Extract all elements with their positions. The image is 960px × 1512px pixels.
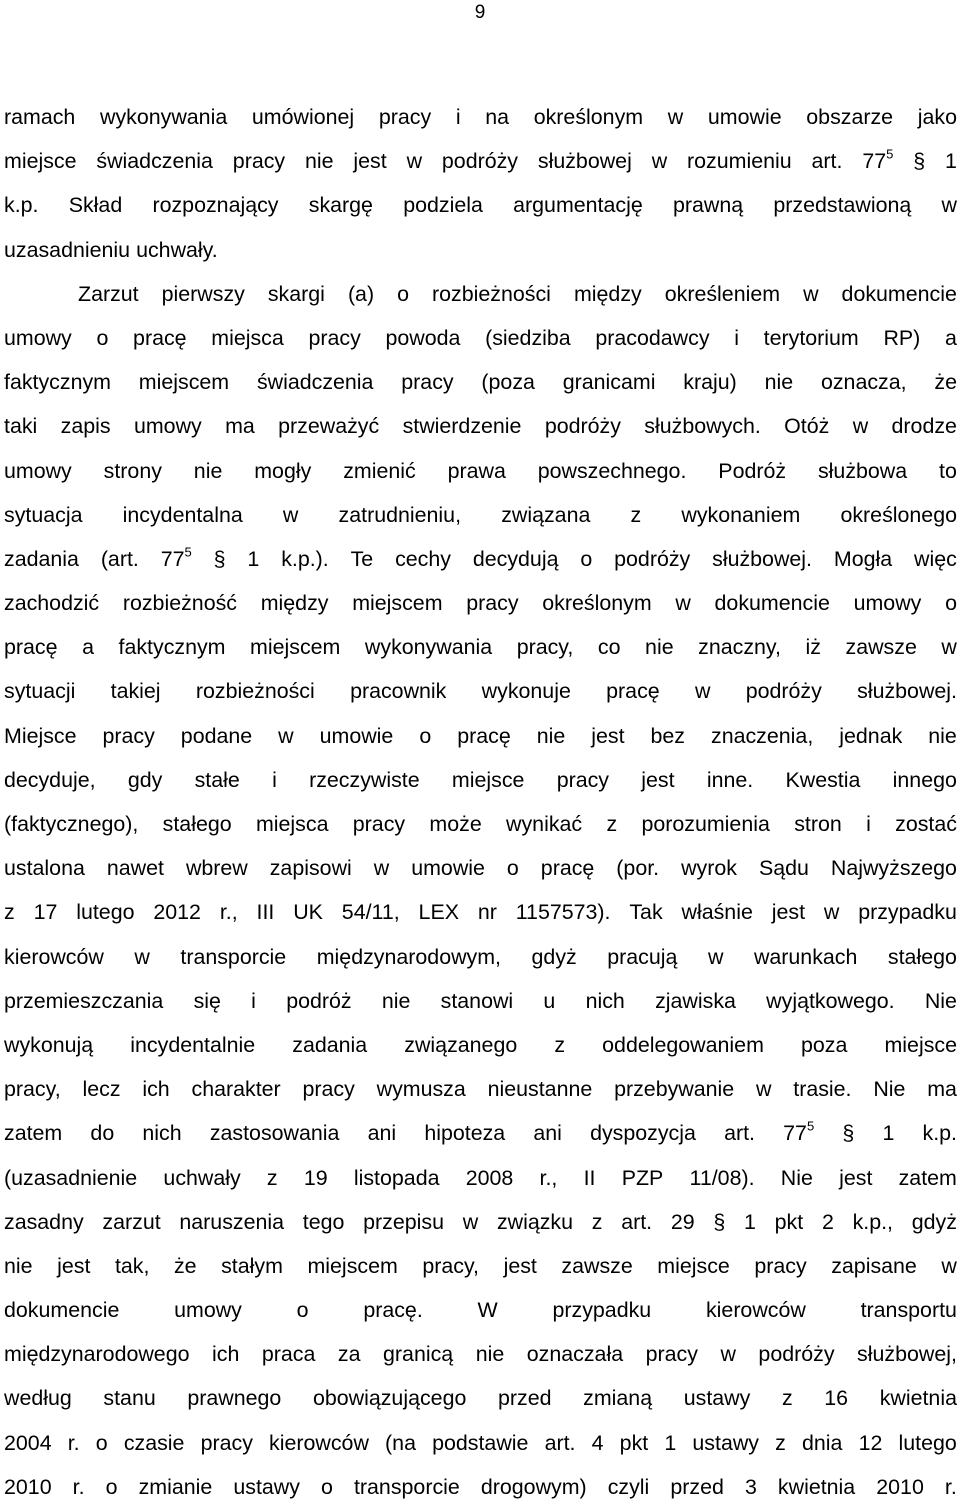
text-line: umowy o pracę miejsca pracy powoda (siedziba pracodawcy i terytorium RP) a [4,325,957,350]
text-line: pracy, lecz ich charakter pracy wymusza nieustanne przebywanie w trasie. Nie ma [4,1077,957,1102]
text-line: (uzasadnienie uchwały z 19 listopada 2008 r., II PZP 11/08). Nie jest zatem [4,1165,957,1190]
text-line: 2010 r. o zmianie ustawy o transporcie drogowym) czyli przed 3 kwietnia 2010 r. [4,1474,957,1499]
text-line: międzynarodowego ich praca za granicą nie oznaczała pracy w podróży służbowej, [4,1342,957,1367]
text-line: (faktycznego), stałego miejsca pracy może wynikać z porozumienia stron i zostać [4,812,957,836]
text-line: sytuacji takiej rozbieżności pracownik wykonuje pracę w podróży służbowej. [4,679,957,704]
text-line: kierowców w transporcie międzynarodowym, gdyż pracują w warunkach stałego [4,944,957,969]
text-line: wykonują incydentalnie zadania związanego z oddelegowaniem poza miejsce [4,1032,957,1057]
text-line: uzasadnieniu uchwały. [4,237,218,262]
text-line: ustalona nawet wbrew zapisowi w umowie o pracę (por. wyrok Sądu Najwyższego [4,856,957,881]
text-line: decyduje, gdy stałe i rzeczywiste miejsce pracy jest inne. Kwestia innego [4,767,957,792]
text-line: umowy strony nie mogły zmienić prawa powszechnego. Podróż służbowa to [4,458,957,483]
text-line: miejsce świadczenia pracy nie jest w podróży służbowej w rozumieniu art. $77^5$ § 1 [4,146,957,174]
text-line: przemieszczania się i podróż nie stanowi u nich zjawiska wyjątkowego. Nie [4,988,957,1013]
text-line: zadania (art. $77^5$ § 1 k.p.). Te cechy decydują o podróży służbowej. Mogła więc [4,544,957,571]
text-line: zatem do nich zastosowania ani hipoteza ani dyspozycja art. $77^5$ § 1 k.p. [4,1118,957,1146]
body-text [4,95,957,1509]
text-line: zasadny zarzut naruszenia tego przepisu w związku z art. 29 § 1 pkt 2 k.p., gdyż [4,1209,957,1234]
text-line: k.p. Skład rozpoznający skargę podziela argumentację prawną przedstawioną w [4,193,957,218]
text-line: nie jest tak, że stałym miejscem pracy, jest zawsze miejsce pracy zapisane w [4,1253,957,1278]
page-number: 9 [474,2,486,23]
text-line: Miejsce pracy podane w umowie o pracę nie jest bez znaczenia, jednak nie [4,723,957,748]
text-line: taki zapis umowy ma przeważyć stwierdzenie podróży służbowych. Otóż w drodze [4,414,957,439]
text-line: dokumencie umowy o pracę. W przypadku kierowców transportu [4,1298,957,1323]
text-line: ramach wykonywania umówionej pracy i na określonym w umowie obszarze jako [4,105,957,129]
text-line: z 17 lutego 2012 r., III UK 54/11, LEX nr 1157573). Tak właśnie jest w przypadku [4,900,957,925]
text-line: pracę a faktycznym miejscem wykonywania pracy, co nie znaczny, iż zawsze w [4,635,957,660]
text-line: sytuacja incydentalna w zatrudnieniu, związana z wykonaniem określonego [4,502,957,527]
text-line: zachodzić rozbieżność między miejscem pracy określonym w dokumencie umowy o [4,591,957,616]
text-line: faktycznym miejscem świadczenia pracy (poza granicami kraju) nie oznacza, że [4,370,957,395]
text-line: 2004 r. o czasie pracy kierowców (na podstawie art. 4 pkt 1 ustawy z dnia 12 lutego [4,1430,957,1455]
text-line: według stanu prawnego obowiązującego przed zmianą ustawy z 16 kwietnia [4,1386,957,1411]
text-line: Zarzut pierwszy skargi (a) o rozbieżności między określeniem w dokumencie [78,281,957,306]
